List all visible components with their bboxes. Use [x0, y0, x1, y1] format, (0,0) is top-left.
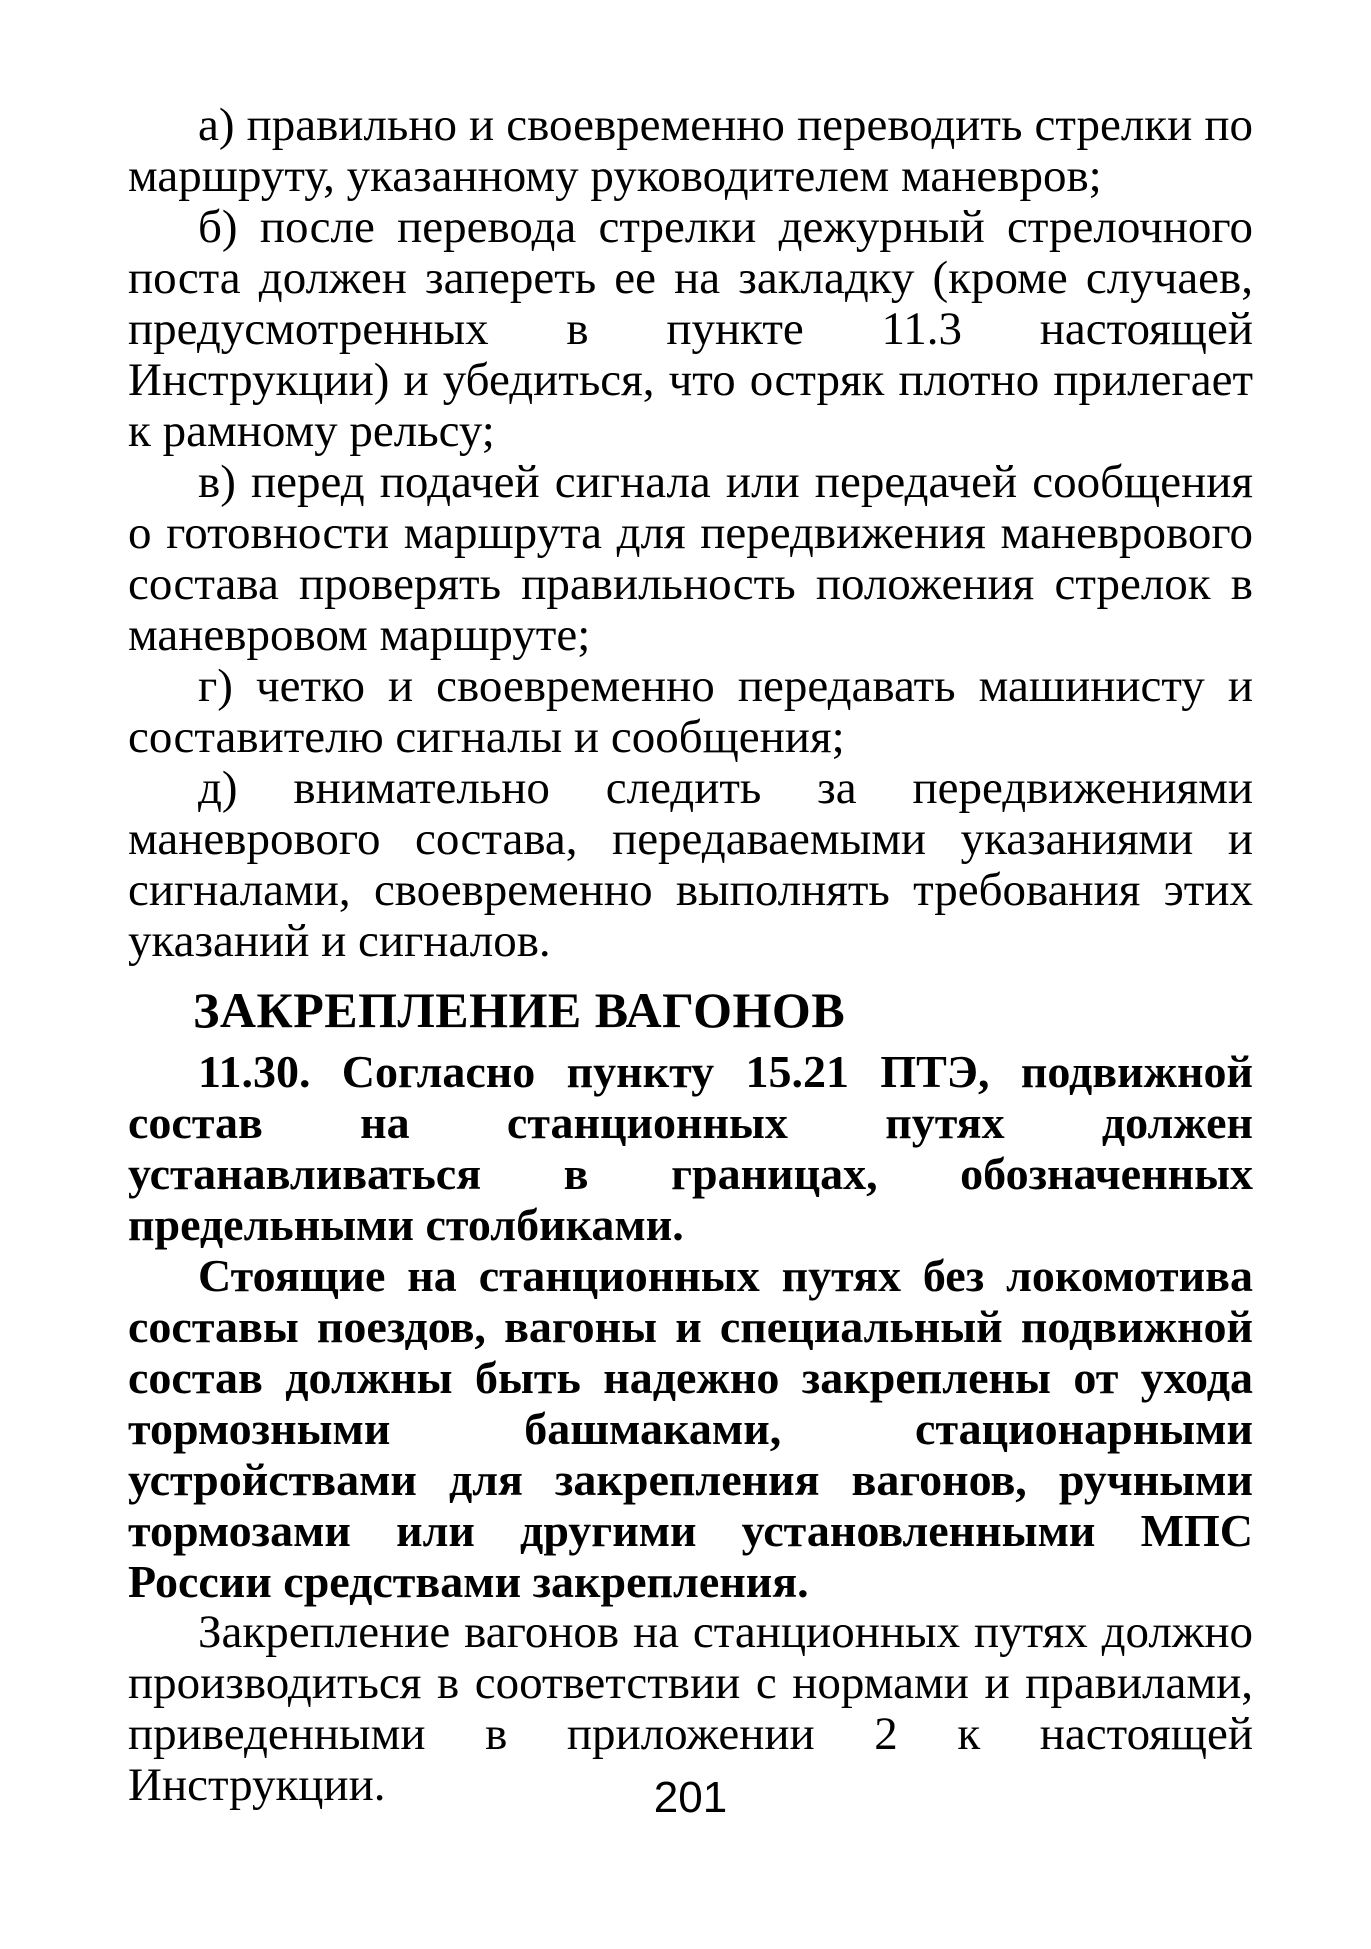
paragraph-standing-trains: Стоящие на станционных путях без локомотива составы поездов, вагоны и специальный подвижной состав должны быть надежно закреплены от ухода тормозными башмаками, стационарными устройствами для закрепления вагонов, ручными тормозами или другими установленными МПС России средствами закрепления. [128, 1250, 1253, 1607]
list-item-d: д) внимательно следить за передвижениями маневрового состава, передаваемыми указаниями и сигналами, своевременно выполнять требования этих указаний и сигналов. [128, 762, 1253, 967]
section-heading: ЗАКРЕПЛЕНИЕ ВАГОНОВ [193, 982, 846, 1038]
paragraph-11-30: 11.30. Согласно пункту 15.21 ПТЭ, подвижной состав на станционных путях должен устанавливаться в границах, обозначенных предельными столбиками. [128, 1046, 1253, 1250]
list-item-b: б) после перевода стрелки дежурный стрелочного поста должен запереть ее на закладку (кроме случаев, предусмотренных в пункте 11.3 настоящей Инструкции) и убедиться, что остряк плотно прилегает к рамному рельсу; [128, 201, 1253, 457]
list-item-g: г) четко и своевременно передавать машинисту и составителю сигналы и сообщения; [128, 660, 1253, 763]
paragraph-securing-wagons: Закрепление вагонов на станционных путях должно производиться в соответствии с нормами и правилами, приведенными в приложении 2 к настоящей Инструкции. [128, 1606, 1253, 1811]
list-item-a: а) правильно и своевременно переводить стрелки по маршруту, указанному руководителем маневров; [128, 99, 1253, 202]
document-page [128, 100, 1253, 1940]
page-number: 201 [653, 1773, 728, 1822]
list-item-v: в) перед подачей сигнала или передачей сообщения о готовности маршрута для передвижения маневрового состава проверять правильность положения стрелок в маневровом маршруте; [128, 456, 1253, 661]
